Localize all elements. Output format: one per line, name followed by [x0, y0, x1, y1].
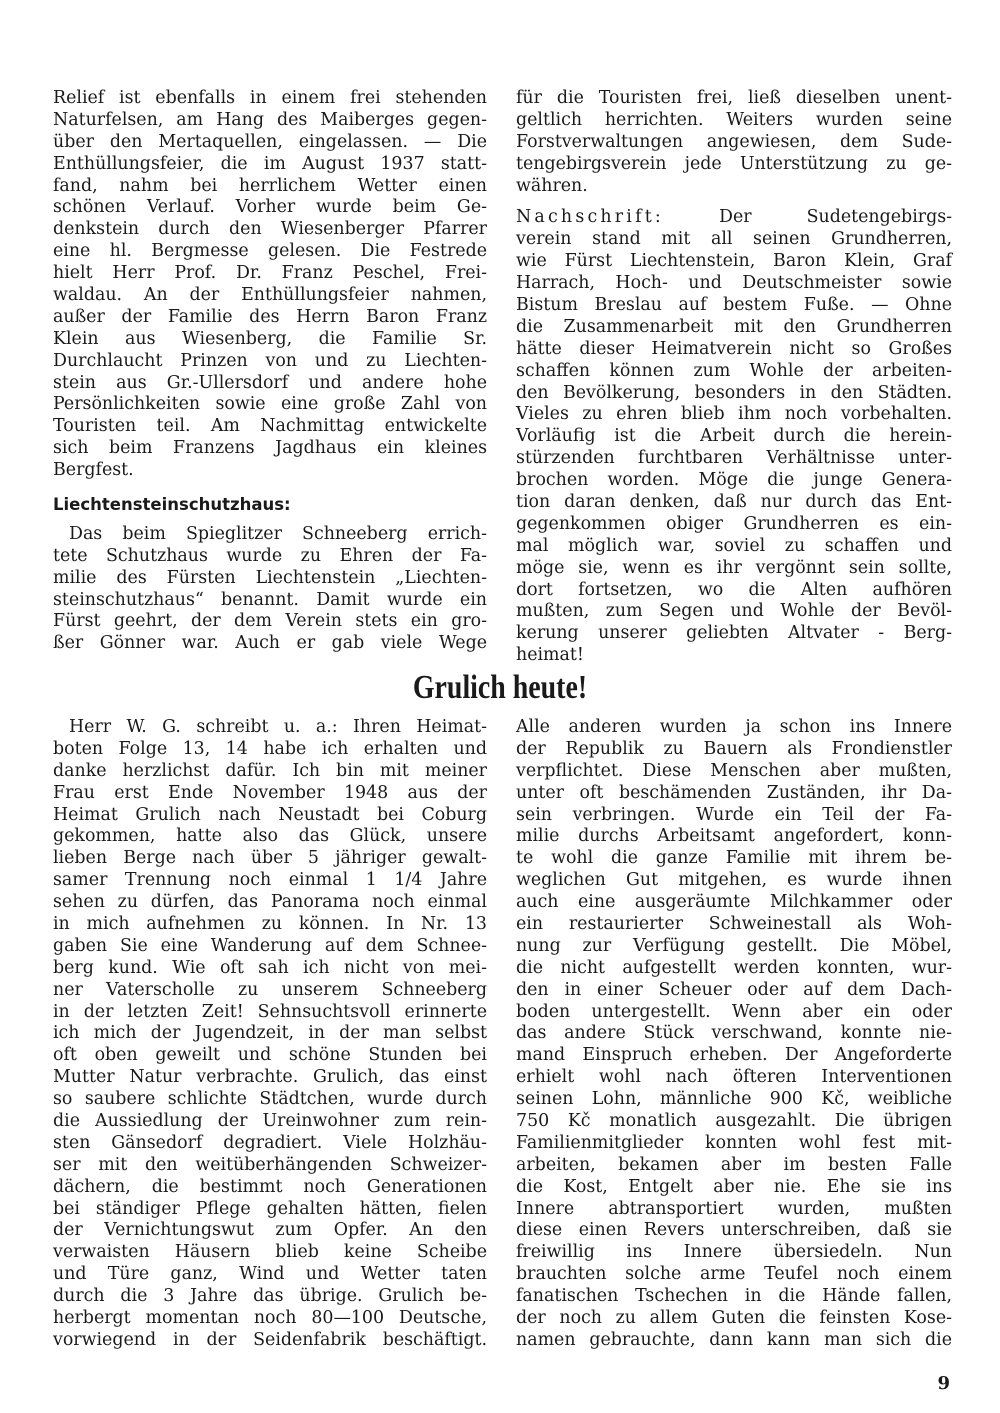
text-line: arbeiten, bekamen aber im besten Falle — [516, 1154, 952, 1175]
text-line: Familienmitglieder konnten wohl fest mit- — [516, 1132, 952, 1153]
text-line: milie des Fürsten Liechtenstein „Liechten- — [53, 567, 487, 588]
text-line: nung zur Verfügung gestellt. Die Möbel, — [516, 935, 952, 956]
text-line: weglichen Gut mitgehen, es wurde ihnen — [516, 870, 952, 891]
text-line: Herr W. G. schreibt u. a.: Ihren Heimat- — [69, 717, 487, 737]
text-line: diese einen Revers unterschreiben, daß sie — [516, 1220, 952, 1241]
text-line: möge sie, wenn es ihr vergönnt sein sollte, — [516, 557, 952, 578]
text-line: sten Gänsedorf degradiert. Viele Holzhäu- — [53, 1132, 487, 1153]
text-line: gaben Sie eine Wanderung auf dem Schnee- — [53, 935, 487, 956]
text-line: Mutter Natur verbrachte. Grulich, das einst — [53, 1067, 487, 1088]
text-line: Naturfelsen, am Hang des Maiberges gegen- — [53, 109, 487, 130]
column-bottom-right — [516, 717, 952, 1352]
text-line: 750 Kč monatlich ausgezahlt. Die übrigen — [516, 1111, 952, 1132]
paragraph-letter-continued — [516, 717, 952, 1352]
text-line: sein verbringen. Wurde ein Teil der Fa- — [516, 804, 952, 825]
text-line: unter oft beschämenden Zuständen, ihr Da- — [516, 782, 952, 803]
text-line: Frau erst Ende November 1948 aus der — [53, 782, 487, 803]
text-line: herbergt momentan noch 80—100 Deutsche, — [53, 1308, 487, 1329]
text-line: verpflichtet. Diese Menschen aber mußten, — [516, 760, 952, 781]
paragraph-relief — [53, 88, 487, 482]
nachschrift-first: Der Sudetengebirgs- — [719, 207, 952, 228]
paragraph-letter — [53, 717, 487, 1352]
text-line: fanatischen Tschechen in die Hände fallen, — [516, 1286, 952, 1307]
text-line: die Kost, Entgelt aber nie. Ehe sie ins — [516, 1176, 952, 1197]
text-line: steinschutzhaus“ benannt. Damit wurde ein — [53, 589, 487, 610]
text-line: verein stand mit all seinen Grundherren, — [516, 229, 952, 250]
text-line: dort fortsetzen, wo die Alten aufhören — [516, 579, 952, 600]
text-line: ner Vaterscholle zu unserem Schneeberg — [53, 979, 487, 1000]
text-line: Fürst geehrt, der dem Verein stets ein gro- — [53, 611, 487, 632]
text-line: der Republik zu Bauern als Frondienstler — [516, 738, 952, 759]
text-line: ein restaurierter Schweinestall als Woh- — [516, 914, 952, 935]
text-line: Vorläufig ist die Arbeit durch die herein- — [516, 426, 952, 447]
text-line: stürzenden furchtbaren Verhältnisse unter- — [516, 448, 952, 469]
text-line: gegenkommen obiger Grundherren es ein- — [516, 513, 952, 534]
text-line: eine hl. Bergmesse gelesen. Die Festrede — [53, 241, 487, 262]
text-line: Persönlichkeiten sowie eine große Zahl von — [53, 394, 487, 415]
text-line: durch die 3 Jahre das übrige. Grulich be- — [53, 1286, 487, 1307]
text-line: schaffen können zum Wohle der arbeiten- — [516, 360, 952, 381]
text-line: erhielt wohl nach öfteren Interventionen — [516, 1067, 952, 1088]
text-line: verwaisten Häusern blieb keine Scheibe — [53, 1242, 487, 1263]
text-line: te wohl die ganze Familie mit ihrem be- — [516, 848, 952, 869]
text-line: Forstverwaltungen angewiesen, dem Sude- — [516, 131, 952, 152]
text-line: freiwillig ins Innere übersiedeln. Nun — [516, 1242, 952, 1263]
text-line: über den Mertaquellen, eingelassen. — Die — [53, 131, 487, 152]
text-line: tengebirgsverein jede Unterstützung zu ge- — [516, 153, 952, 174]
text-line: mußten, zum Segen und Wohle der Bevöl- — [516, 601, 952, 622]
text-line: vorwiegend in der Seidenfabrik beschäftigt. — [53, 1329, 487, 1350]
text-line: Heimat Grulich nach Neustadt bei Coburg — [53, 804, 487, 825]
paragraph-nachschrift — [516, 229, 952, 667]
text-line: in mich aufnehmen zu können. In Nr. 13 — [53, 914, 487, 935]
text-line: fand, nahm bei herrlichem Wetter einen — [53, 175, 487, 196]
text-line: brauchten solche arme Teufel noch einem — [516, 1264, 952, 1285]
text-line: währen. — [516, 175, 588, 196]
text-line: Vieles zu ehren blieb ihm noch vorbehalten. — [516, 404, 952, 425]
text-line: Touristen teil. Am Nachmittag entwickelte — [53, 416, 487, 437]
text-line: tete Schutzhaus wurde zu Ehren der Fa- — [53, 545, 487, 566]
text-line: dächern, die bestimmt noch Generationen — [53, 1176, 487, 1197]
paragraph-schutzhaus — [53, 524, 487, 655]
text-line: auch eine ausgeräumte Milchkammer oder — [516, 892, 952, 913]
text-line: kerung unserer geliebten Altvater - Berg- — [516, 623, 952, 644]
text-line: sich beim Franzens Jagdhaus ein kleines — [53, 438, 487, 459]
text-line: der noch zu allem Guten die feinsten Kose- — [516, 1308, 952, 1329]
column-top-right — [516, 88, 952, 667]
text-line: brochen worden. Möge die junge Genera- — [516, 470, 952, 491]
text-line: Klein aus Wiesenberg, die Familie Sr. — [53, 328, 487, 349]
text-line: ßer Gönner war. Auch er gab viele Wege — [53, 633, 487, 654]
text-line: den in einer Scheuer oder auf dem Dach- — [516, 979, 952, 1000]
nachschrift-line — [516, 207, 952, 229]
text-line: Alle anderen wurden ja schon ins Innere — [516, 717, 952, 737]
text-line: die nicht aufgestellt werden konnten, wur- — [516, 957, 952, 978]
text-line: hielt Herr Prof. Dr. Franz Peschel, Frei- — [53, 263, 487, 284]
text-line: ser mit den weitüberhängenden Schweizer- — [53, 1154, 487, 1175]
subheading-liechtensteinschutzhaus: Liechtensteinschutzhaus: — [53, 495, 291, 515]
text-line: mal möglich war, soviel zu schaffen und — [516, 535, 952, 556]
text-line: oft oben geweilt und schöne Stunden bei — [53, 1045, 487, 1066]
text-line: lieben Berge nach über 5 jähriger gewalt- — [53, 848, 487, 869]
text-line: denkstein durch den Wiesenberger Pfarrer — [53, 219, 487, 240]
text-line: und Türe ganz, Wind und Wetter taten — [53, 1264, 487, 1285]
text-line: heimat! — [516, 645, 584, 666]
text-line: schönen Verlauf. Vorher wurde beim Ge- — [53, 197, 487, 218]
text-line: Harrach, Hoch- und Deutschmeister sowie — [516, 273, 952, 294]
text-line: die Zusammenarbeit mit den Grundherren — [516, 316, 952, 337]
text-line: Bergfest. — [53, 460, 134, 481]
text-line: geltlich herrichten. Weiters wurden seine — [516, 109, 952, 130]
text-line: boden untergestellt. Wenn aber ein oder — [516, 1001, 952, 1022]
text-line: sehen zu dürfen, das Panorama noch einmal — [53, 892, 487, 913]
text-line: wie Fürst Liechtenstein, Baron Klein, Graf — [516, 251, 952, 272]
column-top-left — [53, 88, 487, 655]
text-line: waldau. An der Enthüllungsfeier nahmen, — [53, 285, 487, 306]
text-line: ich mich der Jugendzeit, in der man selbst — [53, 1023, 487, 1044]
text-line: Das beim Spieglitzer Schneeberg errich- — [69, 523, 487, 544]
text-line: gekommen, hatte also das Glück, unsere — [53, 826, 487, 847]
text-line: hätte dieser Heimatverein nicht so Großes — [516, 338, 952, 359]
text-line: Innere abtransportiert wurden, mußten — [516, 1198, 952, 1219]
text-line: stein aus Gr.-Ullersdorf und andere hohe — [53, 372, 487, 393]
text-line: tion daran denken, daß nur durch das Ent- — [516, 492, 952, 513]
text-line: Bistum Breslau auf bestem Fuße. — Ohne — [516, 295, 952, 316]
text-line: samer Trennung noch einmal 1 1/4 Jahre — [53, 870, 487, 891]
text-line: namen gebrauchte, dann kann man sich die — [516, 1329, 952, 1350]
text-line: die Aussiedlung der Ureinwohner zum rein- — [53, 1111, 487, 1132]
text-line: boten Folge 13, 14 habe ich erhalten und — [53, 738, 487, 759]
text-line: für die Touristen frei, ließ dieselben unent- — [516, 88, 952, 108]
text-line: Durchlaucht Prinzen von und zu Liechten- — [53, 350, 487, 371]
text-line: milie durchs Arbeitsamt angefordert, konn- — [516, 826, 952, 847]
text-line: Relief ist ebenfalls in einem frei stehenden — [53, 88, 487, 108]
text-line: den Bevölkerung, besonders in den Städten. — [516, 382, 952, 403]
paragraph-touristen — [516, 88, 952, 197]
text-line: außer der Familie des Herrn Baron Franz — [53, 306, 487, 327]
page-number: 9 — [937, 1373, 950, 1394]
text-line: berg kund. Wie oft sah ich nicht von mei- — [53, 957, 487, 978]
text-line: mand Einspruch erheben. Der Angeforderte — [516, 1045, 952, 1066]
text-line: seinen Lohn, männliche 900 Kč, weibliche — [516, 1089, 952, 1110]
text-line: in der letzten Zeit! Sehnsuchtsvoll erinnerte — [53, 1001, 487, 1022]
text-line: Enthüllungsfeier, die im August 1937 statt- — [53, 153, 487, 174]
text-line: das andere Stück verschwand, konnte nie- — [516, 1023, 952, 1044]
text-line: danke herzlichst dafür. Ich bin mit meiner — [53, 760, 487, 781]
text-line: so saubere schlichte Städtchen, wurde durch — [53, 1089, 487, 1110]
text-line: bei ständiger Pflege gehalten hätten, fielen — [53, 1198, 487, 1219]
text-line: der Vernichtungswut zum Opfer. An den — [53, 1220, 487, 1241]
nachschrift-label: Nachschrift: — [516, 207, 664, 228]
article-headline: Grulich heute! — [412, 669, 588, 706]
column-bottom-left — [53, 717, 487, 1352]
